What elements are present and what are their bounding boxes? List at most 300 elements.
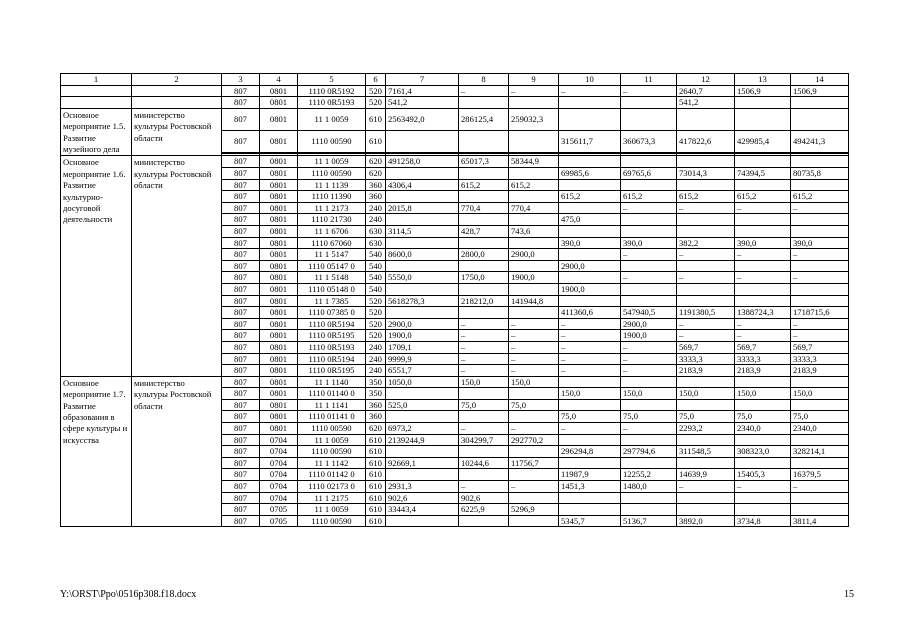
table-cell: 902,6: [459, 492, 509, 504]
table-cell: [677, 156, 735, 168]
table-cell: 0801: [260, 168, 298, 180]
table-cell: 615,2: [509, 179, 559, 191]
page-number: 15: [844, 589, 854, 600]
table-cell: 1900,0: [621, 330, 677, 342]
empty-cell: [61, 97, 132, 109]
table-cell: 0801: [260, 237, 298, 249]
table-cell: [791, 283, 849, 295]
table-cell: 5550,0: [386, 272, 459, 284]
table-cell: 259032,3: [509, 108, 559, 130]
table-cell: [677, 434, 735, 446]
table-cell: 286125,4: [459, 108, 509, 130]
table-cell: [459, 260, 509, 272]
table-cell: 150,0: [677, 388, 735, 400]
table-cell: 1718715,6: [791, 307, 849, 319]
table-cell: 0801: [260, 376, 298, 388]
table-cell: 3892,0: [677, 515, 735, 527]
file-path: Y:\ORST\Ppo\0516p308.f18.docx: [60, 589, 197, 600]
table-cell: 5296,9: [509, 504, 559, 516]
table-cell: 1110 01142 0: [298, 469, 366, 481]
table-cell: [735, 504, 791, 516]
table-cell: [791, 376, 849, 388]
table-cell: 240: [366, 365, 386, 377]
table-cell: [459, 446, 509, 458]
table-cell: [791, 179, 849, 191]
table-cell: 2183,9: [791, 365, 849, 377]
table-cell: [386, 214, 459, 226]
table-cell: 5618278,3: [386, 295, 459, 307]
table-cell: 475,0: [559, 214, 621, 226]
table-cell: 610: [366, 481, 386, 493]
header-cell: 10: [559, 74, 621, 86]
table-cell: 382,2: [677, 237, 735, 249]
table-cell: 11 1 0059: [298, 108, 366, 130]
table-cell: –: [509, 481, 559, 493]
table-cell: [677, 376, 735, 388]
table-cell: [791, 225, 849, 237]
table-cell: 360673,3: [621, 130, 677, 152]
table-cell: –: [677, 481, 735, 493]
table-cell: 807: [222, 168, 260, 180]
table-cell: [735, 283, 791, 295]
table-cell: [386, 515, 459, 527]
table-cell: 610: [366, 130, 386, 152]
table-row: [61, 108, 849, 130]
table-cell: 807: [222, 411, 260, 423]
table-cell: 1110 00590: [298, 515, 366, 527]
table-cell: [791, 97, 849, 109]
table-cell: 610: [366, 492, 386, 504]
table-cell: 807: [222, 341, 260, 353]
table-cell: [791, 434, 849, 446]
table-cell: 1900,0: [509, 272, 559, 284]
table-cell: 73014,3: [677, 168, 735, 180]
table-cell: 0801: [260, 130, 298, 152]
table-cell: 807: [222, 330, 260, 342]
table-cell: [621, 283, 677, 295]
table-cell: –: [791, 249, 849, 261]
table-cell: 807: [222, 434, 260, 446]
header-cell: 2: [132, 74, 222, 86]
table-row: [61, 376, 849, 388]
table-cell: 150,0: [459, 376, 509, 388]
table-cell: 3333,3: [677, 353, 735, 365]
table-cell: 3734,8: [735, 515, 791, 527]
header-cell: 13: [735, 74, 791, 86]
table-cell: 569,7: [677, 341, 735, 353]
table-cell: 807: [222, 295, 260, 307]
table-cell: 429985,4: [735, 130, 791, 152]
table-cell: 14639,9: [677, 469, 735, 481]
table-cell: 240: [366, 214, 386, 226]
table-cell: [459, 307, 509, 319]
table-cell: 1110 01140 0: [298, 388, 366, 400]
table-cell: 547940,5: [621, 307, 677, 319]
table-cell: –: [459, 330, 509, 342]
table-cell: [621, 179, 677, 191]
table-cell: [791, 504, 849, 516]
table-cell: 630: [366, 237, 386, 249]
table-cell: 11 1 7385: [298, 295, 366, 307]
table-cell: [677, 225, 735, 237]
table-cell: –: [735, 202, 791, 214]
table-cell: 569,7: [791, 341, 849, 353]
table-cell: 807: [222, 388, 260, 400]
table-cell: 1110 00590: [298, 423, 366, 435]
table-cell: –: [677, 318, 735, 330]
table-cell: [509, 130, 559, 152]
table-cell: [735, 97, 791, 109]
table-cell: 807: [222, 85, 260, 97]
table-cell: [509, 492, 559, 504]
table-cell: 2800,0: [459, 249, 509, 261]
table-cell: 743,6: [509, 225, 559, 237]
table-cell: [677, 260, 735, 272]
table-cell: –: [735, 318, 791, 330]
table-cell: [621, 376, 677, 388]
table-cell: 11 1 0059: [298, 156, 366, 168]
table-cell: [509, 214, 559, 226]
table-cell: [509, 260, 559, 272]
table-cell: 296294,8: [559, 446, 621, 458]
table-cell: 569,7: [735, 341, 791, 353]
header-cell: 5: [298, 74, 366, 86]
header-cell: 8: [459, 74, 509, 86]
table-cell: 525,0: [386, 399, 459, 411]
table-cell: 3114,5: [386, 225, 459, 237]
table-cell: [621, 295, 677, 307]
table-cell: 150,0: [791, 388, 849, 400]
table-cell: 1480,0: [621, 481, 677, 493]
table-cell: 807: [222, 283, 260, 295]
table-cell: [459, 411, 509, 423]
table-cell: [509, 469, 559, 481]
table-cell: [559, 179, 621, 191]
header-cell: 9: [509, 74, 559, 86]
table-cell: 1110 0R5193: [298, 97, 366, 109]
table-cell: 350: [366, 376, 386, 388]
table-cell: –: [559, 423, 621, 435]
table-cell: [621, 504, 677, 516]
table-cell: 807: [222, 423, 260, 435]
table-cell: 0801: [260, 260, 298, 272]
table-cell: 1451,3: [559, 481, 621, 493]
table-cell: [621, 492, 677, 504]
table-cell: [735, 376, 791, 388]
table-cell: 520: [366, 97, 386, 109]
table-cell: 11 1 2175: [298, 492, 366, 504]
table-cell: 308323,0: [735, 446, 791, 458]
table-cell: 417822,6: [677, 130, 735, 152]
table-cell: [509, 515, 559, 527]
table-cell: 11 1 1142: [298, 457, 366, 469]
table-cell: 0704: [260, 457, 298, 469]
table-cell: 141944,8: [509, 295, 559, 307]
table-cell: –: [677, 249, 735, 261]
table-cell: 1506,9: [735, 85, 791, 97]
table-cell: [386, 307, 459, 319]
table-cell: [677, 399, 735, 411]
table-cell: 1110 05148 0: [298, 283, 366, 295]
executor-name: министерство культуры Ростовской области: [132, 108, 222, 156]
table-cell: 3811,4: [791, 515, 849, 527]
table-cell: 2563492,0: [386, 108, 459, 130]
table-cell: 6225,9: [459, 504, 509, 516]
table-cell: 292770,2: [509, 434, 559, 446]
table-cell: –: [621, 85, 677, 97]
table-cell: 807: [222, 376, 260, 388]
table-cell: 12255,2: [621, 469, 677, 481]
table-cell: 2900,0: [386, 318, 459, 330]
table-cell: 770,4: [509, 202, 559, 214]
table-cell: 540: [366, 283, 386, 295]
table-cell: 807: [222, 469, 260, 481]
table-cell: [735, 434, 791, 446]
table-cell: 620: [366, 423, 386, 435]
table-row: [61, 85, 849, 97]
table-cell: [386, 283, 459, 295]
table-cell: 4306,4: [386, 179, 459, 191]
table-cell: 0801: [260, 411, 298, 423]
table-cell: [735, 457, 791, 469]
executor-name: министерство культуры Ростовской области: [132, 376, 222, 527]
table-cell: [735, 295, 791, 307]
table-cell: 770,4: [459, 202, 509, 214]
table-cell: 92669,1: [386, 457, 459, 469]
activity-name: Основное мероприятие 1.6. Развитие культурно-досуговой деятельности: [61, 156, 132, 376]
table-cell: 240: [366, 202, 386, 214]
table-cell: [677, 457, 735, 469]
table-cell: 0801: [260, 272, 298, 284]
table-cell: 1110 0R5194: [298, 318, 366, 330]
table-cell: [621, 260, 677, 272]
table-cell: 75,0: [459, 399, 509, 411]
table-cell: 520: [366, 307, 386, 319]
table-cell: [791, 295, 849, 307]
table-cell: 11 1 5147: [298, 249, 366, 261]
table-cell: –: [559, 365, 621, 377]
table-cell: 610: [366, 108, 386, 130]
table-cell: 610: [366, 469, 386, 481]
table-cell: –: [459, 481, 509, 493]
table-cell: [559, 399, 621, 411]
table-cell: –: [791, 202, 849, 214]
table-cell: 311548,5: [677, 446, 735, 458]
table-cell: 328214,1: [791, 446, 849, 458]
table-cell: 494241,3: [791, 130, 849, 152]
table-cell: 1110 00590: [298, 168, 366, 180]
table-cell: 428,7: [459, 225, 509, 237]
table-cell: [509, 307, 559, 319]
table-cell: 69985,6: [559, 168, 621, 180]
table-cell: 10244,6: [459, 457, 509, 469]
table-cell: [735, 399, 791, 411]
table-cell: –: [621, 272, 677, 284]
table-cell: 615,2: [677, 191, 735, 203]
table-cell: [791, 156, 849, 168]
table-cell: 0705: [260, 515, 298, 527]
table-cell: 807: [222, 492, 260, 504]
table-cell: 0801: [260, 295, 298, 307]
table-cell: 0801: [260, 108, 298, 130]
table-cell: 0704: [260, 434, 298, 446]
table-cell: 1110 67060: [298, 237, 366, 249]
table-cell: –: [735, 249, 791, 261]
table-cell: –: [509, 353, 559, 365]
table-cell: [791, 108, 849, 130]
table-cell: 2340,0: [735, 423, 791, 435]
table-cell: 11 1 5148: [298, 272, 366, 284]
table-cell: [509, 411, 559, 423]
table-cell: 75,0: [677, 411, 735, 423]
table-cell: 0801: [260, 225, 298, 237]
table-cell: 807: [222, 225, 260, 237]
table-cell: –: [559, 330, 621, 342]
table-cell: 240: [366, 353, 386, 365]
table-cell: 150,0: [621, 388, 677, 400]
table-cell: [559, 434, 621, 446]
header-cell: 3: [222, 74, 260, 86]
table-cell: 541,2: [386, 97, 459, 109]
table-cell: 615,2: [735, 191, 791, 203]
table-cell: 150,0: [735, 388, 791, 400]
table-cell: 150,0: [509, 376, 559, 388]
table-cell: 1709,1: [386, 341, 459, 353]
table-cell: [677, 295, 735, 307]
table-cell: –: [735, 272, 791, 284]
table-cell: 902,6: [386, 492, 459, 504]
table-cell: 540: [366, 249, 386, 261]
table-cell: 0801: [260, 249, 298, 261]
table-cell: –: [559, 353, 621, 365]
table-cell: 0801: [260, 97, 298, 109]
table-cell: –: [509, 341, 559, 353]
header-cell: 14: [791, 74, 849, 86]
table-cell: 807: [222, 504, 260, 516]
table-cell: [559, 504, 621, 516]
table-cell: 1110 02173 0: [298, 481, 366, 493]
table-cell: 360: [366, 411, 386, 423]
table-cell: [386, 469, 459, 481]
table-cell: 615,2: [459, 179, 509, 191]
table-cell: [509, 283, 559, 295]
table-cell: –: [509, 365, 559, 377]
table-cell: 11 1 6706: [298, 225, 366, 237]
table-cell: 11 1 2173: [298, 202, 366, 214]
table-cell: 807: [222, 457, 260, 469]
table-cell: –: [677, 330, 735, 342]
table-cell: [459, 97, 509, 109]
table-cell: [386, 168, 459, 180]
table-cell: [621, 457, 677, 469]
table-cell: 0801: [260, 365, 298, 377]
table-cell: [386, 130, 459, 152]
header-cell: 12: [677, 74, 735, 86]
table-cell: 11 1 1139: [298, 179, 366, 191]
table-cell: 807: [222, 108, 260, 130]
table-cell: 390,0: [559, 237, 621, 249]
activity-name: Основное мероприятие 1.7. Развитие образования в сфере культуры и искусства: [61, 376, 132, 527]
table-cell: –: [791, 481, 849, 493]
table-cell: 520: [366, 295, 386, 307]
table-cell: 15405,3: [735, 469, 791, 481]
table-cell: 1506,9: [791, 85, 849, 97]
table-cell: 610: [366, 446, 386, 458]
table-cell: 7161,4: [386, 85, 459, 97]
table-cell: 16379,5: [791, 469, 849, 481]
table-cell: 807: [222, 365, 260, 377]
table-cell: [459, 214, 509, 226]
table-cell: 807: [222, 481, 260, 493]
table-cell: –: [735, 481, 791, 493]
table-cell: 75,0: [559, 411, 621, 423]
table-cell: 0801: [260, 353, 298, 365]
table-cell: –: [791, 330, 849, 342]
table-cell: [459, 283, 509, 295]
table-cell: [791, 492, 849, 504]
table-cell: 3333,3: [791, 353, 849, 365]
empty-cell: [61, 85, 132, 97]
table-cell: 807: [222, 307, 260, 319]
table-cell: [735, 214, 791, 226]
table-cell: [559, 457, 621, 469]
table-cell: 11 1 1141: [298, 399, 366, 411]
table-cell: 80735,8: [791, 168, 849, 180]
table-cell: [559, 295, 621, 307]
table-cell: 360: [366, 191, 386, 203]
table-cell: 2293,2: [677, 423, 735, 435]
table-cell: [509, 446, 559, 458]
table-cell: [509, 168, 559, 180]
table-cell: 807: [222, 318, 260, 330]
table-cell: [735, 260, 791, 272]
table-cell: 0704: [260, 492, 298, 504]
table-cell: 807: [222, 237, 260, 249]
table-cell: 1110 0R5192: [298, 85, 366, 97]
table-cell: [459, 515, 509, 527]
header-cell: 4: [260, 74, 298, 86]
executor-name: министерство культуры Ростовской области: [132, 156, 222, 376]
table-cell: 350: [366, 388, 386, 400]
table-cell: –: [621, 353, 677, 365]
table-cell: –: [459, 341, 509, 353]
table-cell: 6551,7: [386, 365, 459, 377]
table-cell: 540: [366, 272, 386, 284]
table-cell: [677, 504, 735, 516]
table-row: [61, 97, 849, 109]
table-cell: [509, 237, 559, 249]
table-cell: [559, 249, 621, 261]
table-cell: 2900,0: [509, 249, 559, 261]
table-cell: 615,2: [791, 191, 849, 203]
table-cell: 1900,0: [386, 330, 459, 342]
table-cell: [386, 260, 459, 272]
table-cell: 1110 0R5195: [298, 330, 366, 342]
table-cell: [621, 108, 677, 130]
table-cell: 150,0: [559, 388, 621, 400]
table-cell: [621, 399, 677, 411]
header-cell: 11: [621, 74, 677, 86]
table-cell: [735, 492, 791, 504]
table-cell: 0801: [260, 283, 298, 295]
table-cell: 411360,6: [559, 307, 621, 319]
table-cell: –: [621, 249, 677, 261]
table-cell: 2015,8: [386, 202, 459, 214]
table-cell: [735, 156, 791, 168]
table-cell: 1050,0: [386, 376, 459, 388]
table-cell: [677, 179, 735, 191]
table-cell: 541,2: [677, 97, 735, 109]
